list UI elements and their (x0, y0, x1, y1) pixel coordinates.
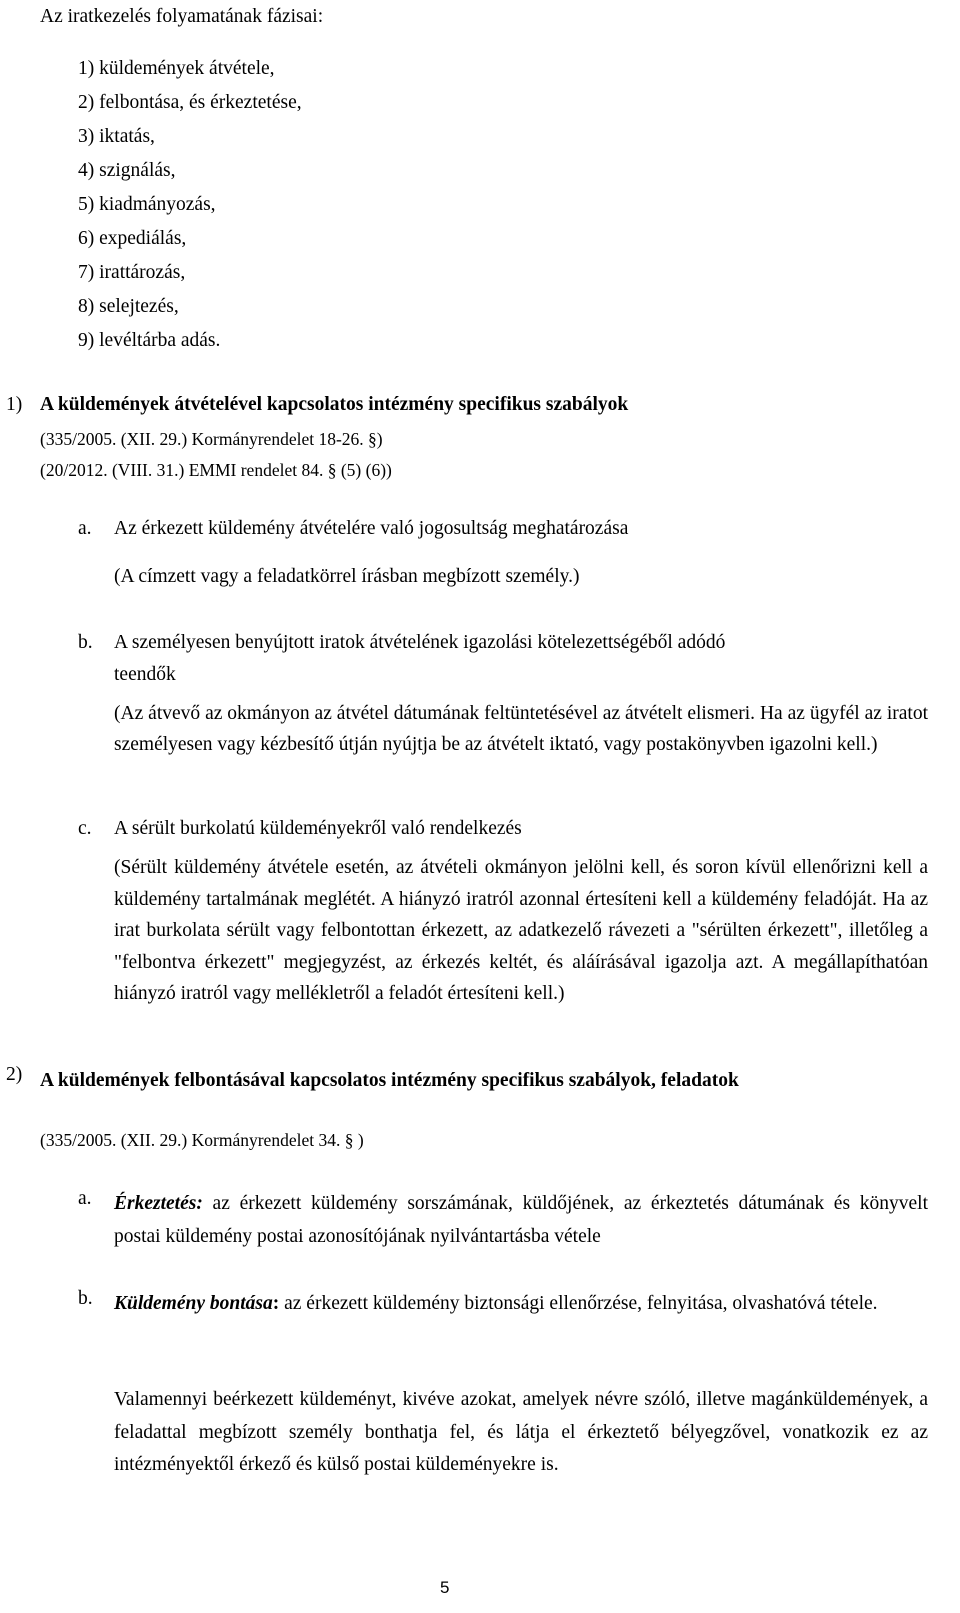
section-title: A küldemények átvételével kapcsolatos intézmény specifikus szabályok (40, 394, 629, 415)
item-definition: Érkeztetés: az érkezett küldemény sorszámának, küldőjének, az érkeztetés dátumának és könyvelt postai küldemény postai azonosítójának nyilvántartásba vétele (114, 1193, 929, 1247)
section-number: 1) (6, 394, 23, 415)
list-item: 6) expediálás, (78, 228, 187, 249)
list-item: 2) felbontása, és érkeztetése, (78, 92, 302, 113)
list-item: 7) irattározás, (78, 262, 186, 283)
item-title-continuation: teendők (114, 664, 176, 685)
item-body: (Sérült küldemény átvétele esetén, az átvételi okmányon jelölni kell, és soron kívül ellenőrizni kell a küldemény tartalmának meglétét. A hiányzó iratról azonnal értesíteni kell a küldemény feladóját. Ha az irat burkolata sérült vagy felbontottan érkezett, az adatkezelő rávezeti a "sérülten érkezett", illetőleg a "felbontva érkezett" megjegyzést, az érkezés keltét, és aláírásával igazolja azt. A megállapíthatóan hiányzó iratról vagy mellékletről a feladót értesíteni kell.) (114, 857, 928, 1004)
list-item: 1) küldemények átvétele, (78, 58, 275, 79)
list-item: 9) levéltárba adás. (78, 330, 221, 351)
item-letter: a. (78, 518, 92, 539)
item-letter: a. (78, 1188, 92, 1209)
item-definition: Küldemény bontása: az érkezett küldemény biztonsági ellenőrzése, felnyitása, olvashatóvá tétele. (114, 1293, 878, 1314)
list-item: 8) selejtezés, (78, 296, 179, 317)
item-term: Küldemény bontása (114, 1293, 273, 1314)
item-letter: c. (78, 818, 92, 839)
item-title: A személyesen benyújtott iratok átvételének igazolási kötelezettségéből adódó (114, 632, 726, 653)
item-body: (Az átvevő az okmányon az átvétel dátumának feltüntetésével az átvételt elismeri. Ha az ügyfél az iratot személyesen vagy kézbesítő útján nyújtja be az átvételt iktató, vagy postakönyvben igazolni kell.) (114, 703, 928, 755)
legal-reference: (335/2005. (XII. 29.) Kormányrendelet 34. § ) (40, 1130, 364, 1150)
page-number: 5 (440, 1578, 450, 1597)
item-title: Az érkezett küldemény átvételére való jogosultság meghatározása (114, 518, 629, 539)
item-term: Érkeztetés: (114, 1193, 203, 1214)
list-item: 4) szignálás, (78, 160, 176, 181)
list-item: 3) iktatás, (78, 126, 155, 147)
page-heading: Az iratkezelés folyamatának fázisai: (40, 6, 324, 27)
section-number: 2) (6, 1064, 23, 1085)
item-letter: b. (78, 632, 93, 653)
legal-reference: (20/2012. (VIII. 31.) EMMI rendelet 84. § (5) (6)) (40, 460, 392, 480)
body-paragraph: Valamennyi beérkezett küldeményt, kivéve azokat, amelyek névre szóló, illetve magánküldemények, a feladattal megbízott személy bonthatja fel, és látja el érkeztető bélyegzővel, vonatkozik ez az intézményektől érkező és külső postai küldeményekre is. (114, 1389, 928, 1475)
item-title: A sérült burkolatú küldeményekről való rendelkezés (114, 818, 522, 839)
section-title: A küldemények felbontásával kapcsolatos intézmény specifikus szabályok, feladatok (40, 1070, 739, 1091)
legal-reference: (335/2005. (XII. 29.) Kormányrendelet 18-26. §) (40, 429, 383, 449)
item-letter: b. (78, 1288, 93, 1309)
list-item: 5) kiadmányozás, (78, 194, 216, 215)
item-body: (A címzett vagy a feladatkörrel írásban megbízott személy.) (114, 566, 580, 587)
